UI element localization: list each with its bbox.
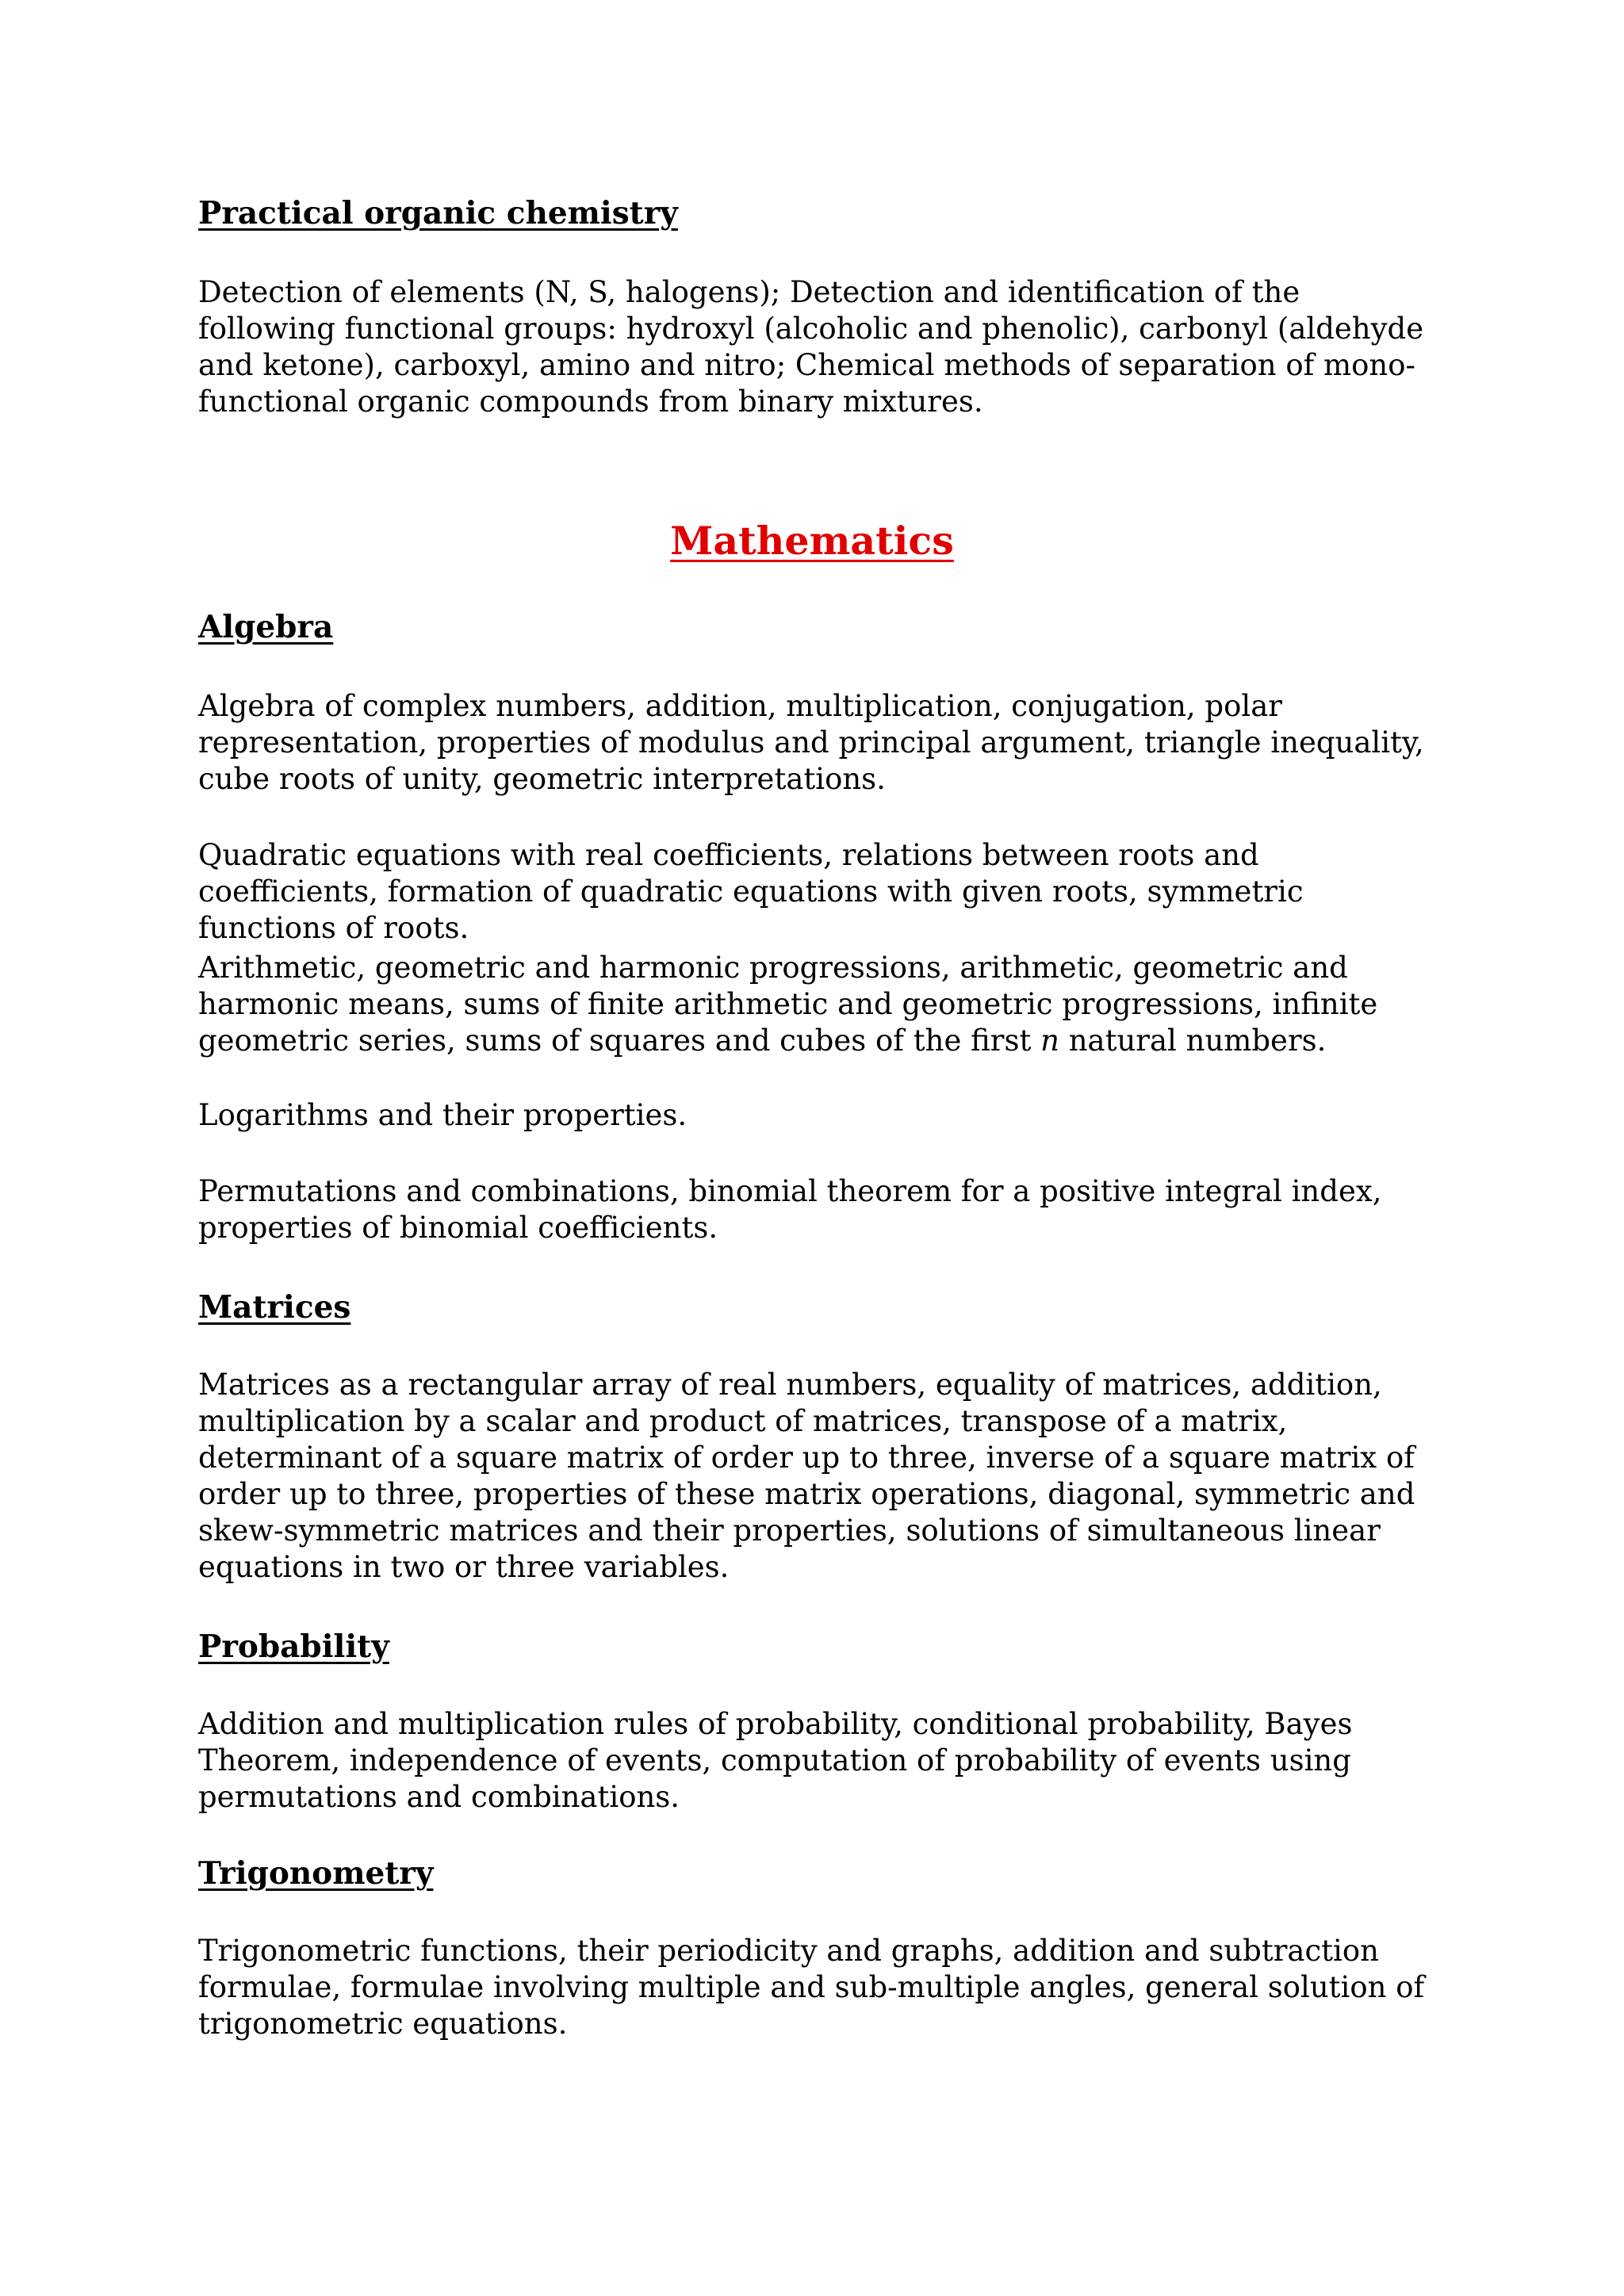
paragraph-trigonometry: [198, 1933, 1435, 2042]
section-probability: [198, 1628, 1435, 1665]
algebra-text-1: Algebra of complex numbers, addition, multiplication, conjugation, polar representation, properties of modulus and principal argument, triangle inequality, cube roots of unity, geometric interpretations.: [198, 689, 1424, 796]
section-practical-organic-chemistry: [198, 195, 1435, 232]
paragraph-algebra-logarithms: [198, 1097, 1435, 1134]
section-heading-practical: Practical organic chemistry: [198, 195, 678, 232]
paragraph-algebra-progressions: [198, 950, 1435, 1059]
section-algebra: [198, 609, 1435, 645]
paragraph-algebra-quadratic: [198, 837, 1435, 947]
paragraph-algebra-permutations: [198, 1173, 1435, 1246]
algebra-text-4: Logarithms and their properties.: [198, 1098, 688, 1132]
matrices-text: Matrices as a rectangular array of real numbers, equality of matrices, addition, multiplication by a scalar and product of matrices, transpose of a matrix, determinant of a square matrix of order up to three, inverse of a square matrix of order up to three, properties of these matrix operations, diagonal, symmetric and skew-symmetric matrices and their properties, solutions of simultaneous linear equations in two or three variables.: [198, 1368, 1415, 1584]
algebra-text-3a: Arithmetic, geometric and harmonic progressions, arithmetic, geometric and harmonic means, sums of finite arithmetic and geometric progressions, infinite geometric series, sums of squares and cubes of the first: [198, 951, 1378, 1058]
trigonometry-text: Trigonometric functions, their periodicity and graphs, addition and subtraction formulae, formulae involving multiple and sub-multiple angles, general solution of trigonometric equations.: [198, 1934, 1425, 2041]
algebra-text-3b: natural numbers.: [1059, 1024, 1327, 1058]
algebra-text-5: Permutations and combinations, binomial theorem for a positive integral index, properties of binomial coefficients.: [198, 1174, 1382, 1245]
probability-text: Addition and multiplication rules of probability, conditional probability, Bayes Theorem, independence of events, computation of probability of events using permutations and combinations.: [198, 1707, 1353, 1814]
paragraph-matrices: [198, 1367, 1435, 1586]
section-heading-matrices: Matrices: [198, 1289, 351, 1326]
section-heading-trigonometry: Trigonometry: [198, 1855, 434, 1892]
math-variable-n: n: [1040, 1024, 1059, 1058]
section-matrices: [198, 1289, 1435, 1326]
paragraph-practical: [198, 274, 1435, 420]
section-heading-probability: Probability: [198, 1628, 389, 1665]
paragraph-probability: [198, 1706, 1435, 1816]
algebra-text-2: Quadratic equations with real coefficients, relations between roots and coefficients, formation of quadratic equations with given roots, symmetric functions of roots.: [198, 838, 1304, 945]
page-title-mathematics: Mathematics: [670, 518, 954, 564]
practical-text: Detection of elements (N, S, halogens); Detection and identification of the following functional groups: hydroxyl (alcoholic and phenolic), carbonyl (aldehyde and ketone), carboxyl, amino and nitro; Chemical methods of separation of mono-functional organic compounds from binary mixtures.: [198, 275, 1424, 419]
section-heading-algebra: Algebra: [198, 609, 334, 645]
algebra-text-3: [198, 950, 1435, 1059]
paragraph-algebra-complex: [198, 688, 1435, 798]
section-trigonometry: [198, 1855, 1435, 1892]
